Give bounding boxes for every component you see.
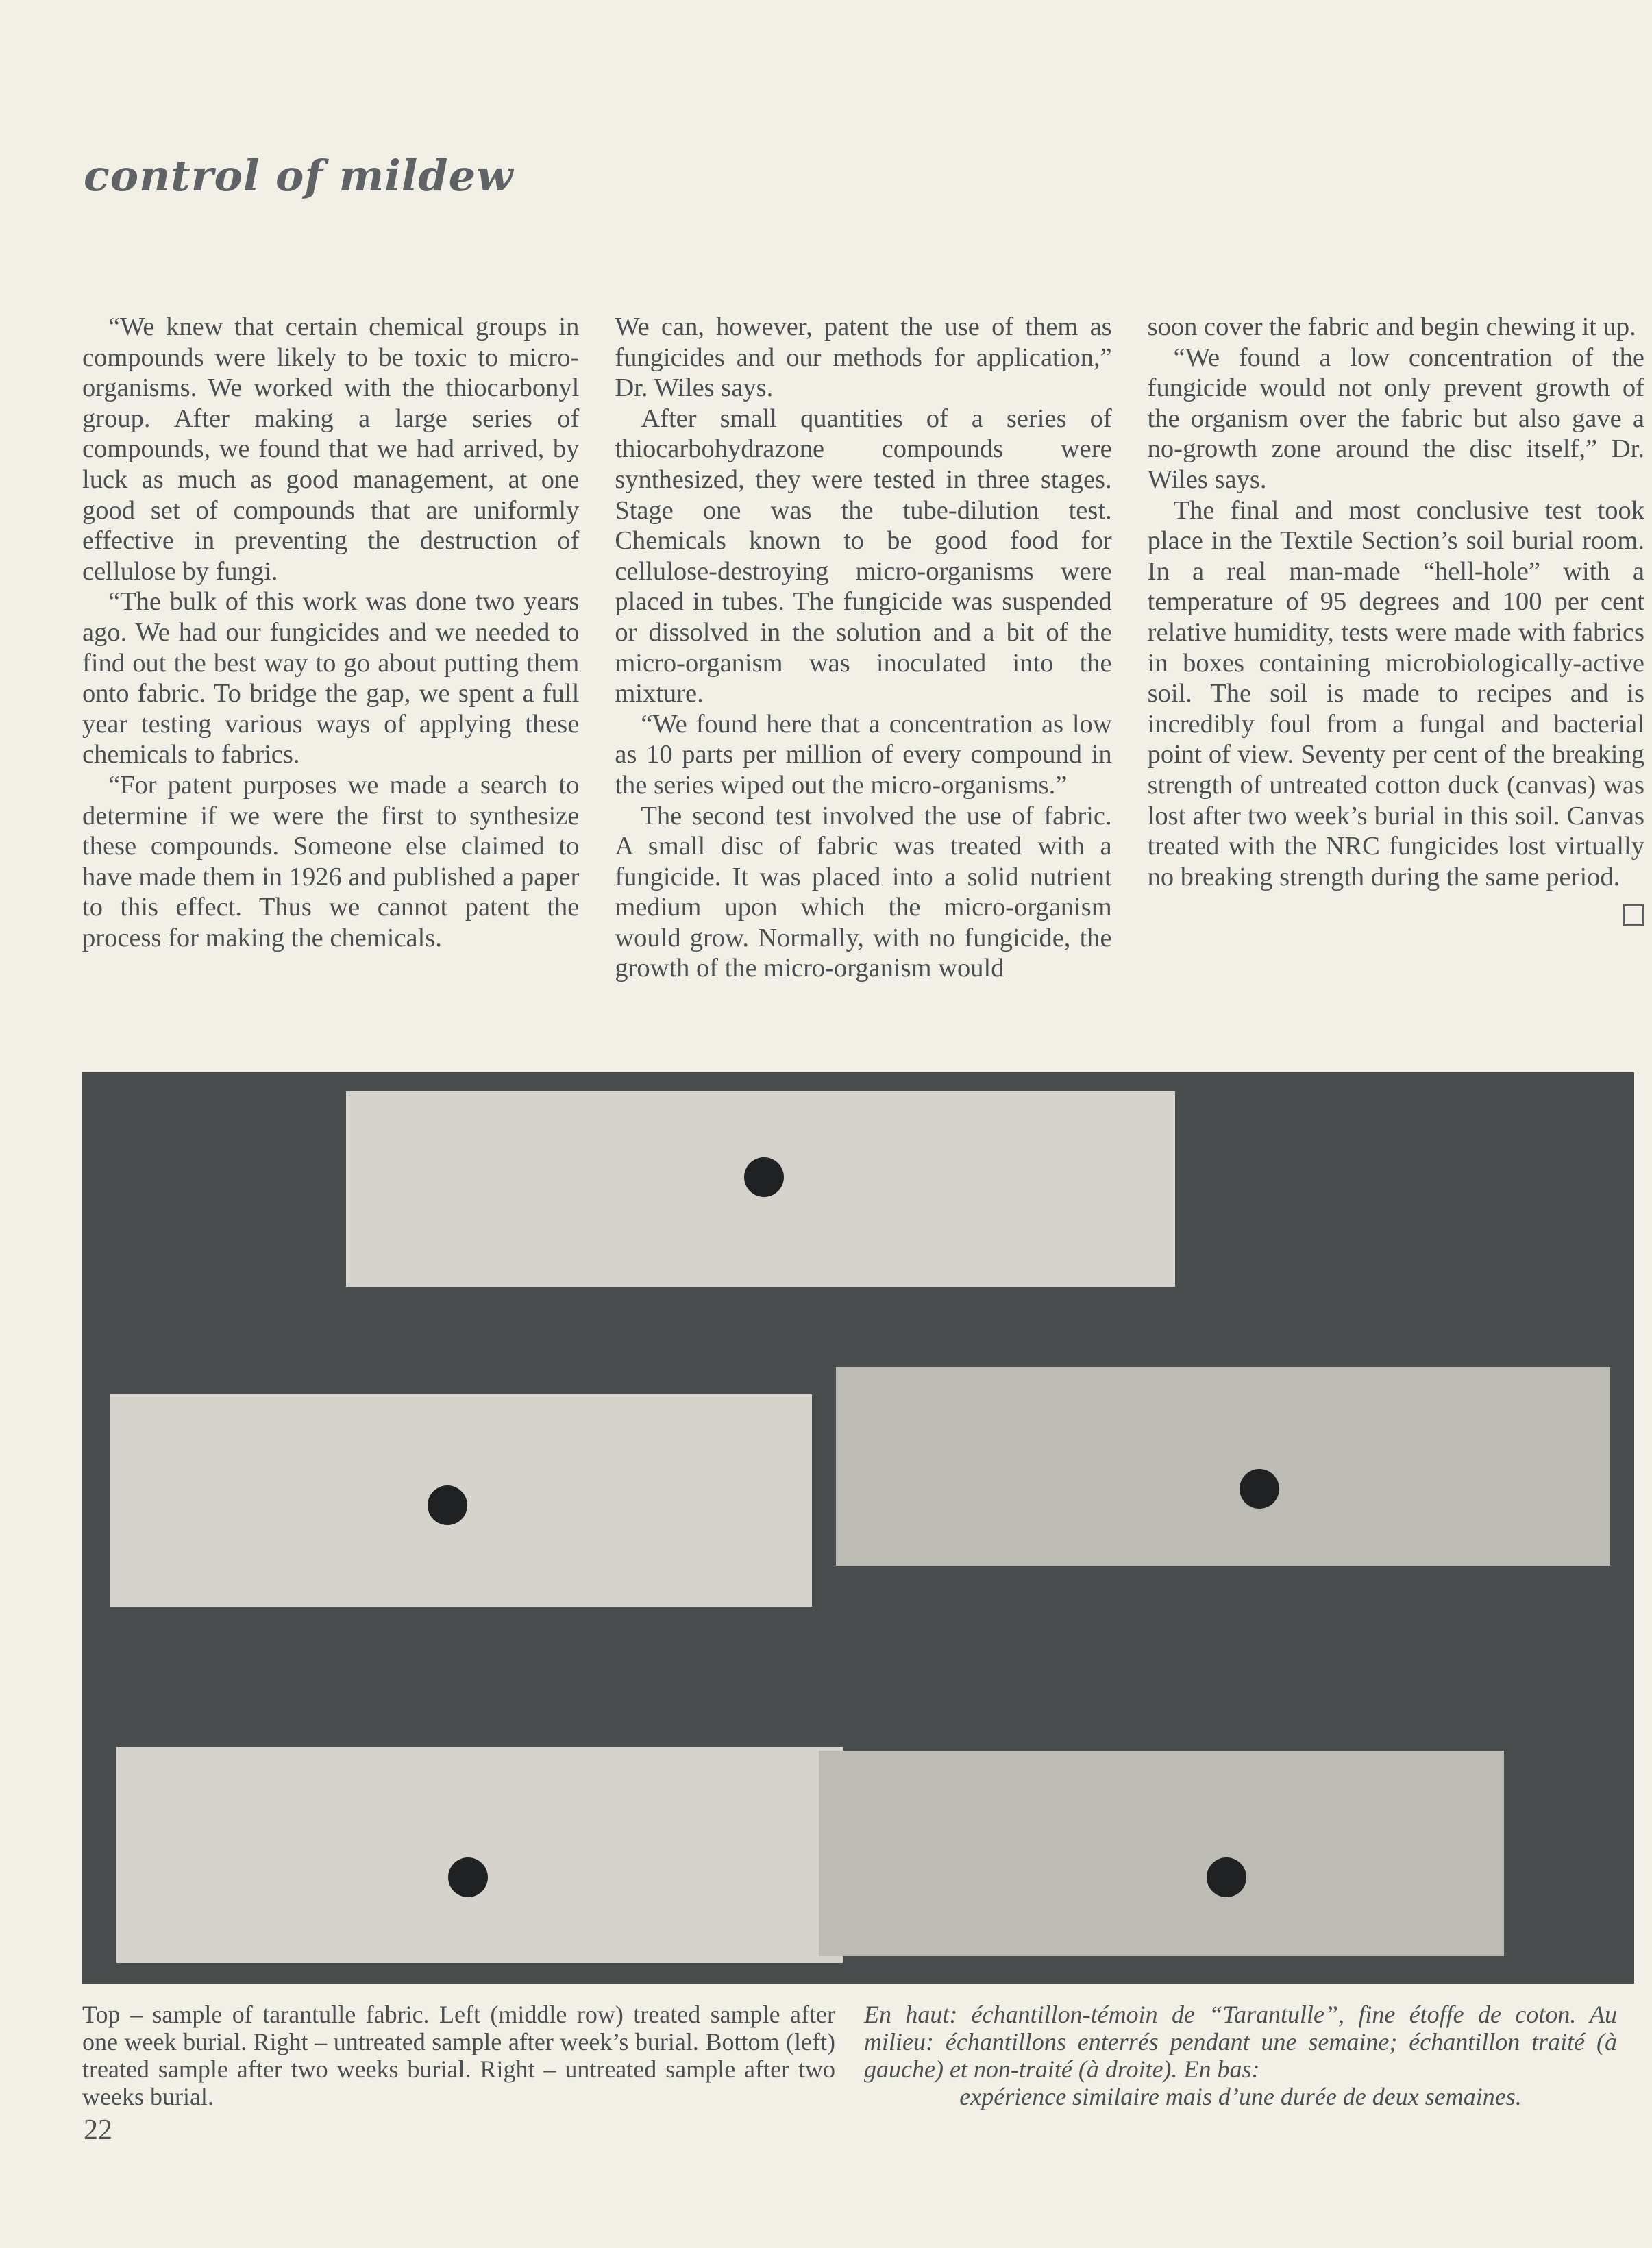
caption-french-last-line: expérience similaire mais d’une durée de deux semaines.	[959, 2083, 1522, 2110]
fabric-samples-photo	[82, 1072, 1634, 1984]
paragraph: We can, however, patent the use of them as fungicides and our methods for application,” Dr. Wiles says.	[615, 312, 1112, 403]
paragraph: “We found here that a concentration as low as 10 parts per million of every compound in the series wiped out the micro-organisms.”	[615, 709, 1112, 800]
sample-disc	[1207, 1857, 1246, 1897]
column-3	[1148, 312, 1644, 1059]
fabric-sample-week2-treated	[116, 1747, 843, 1963]
caption-french-main: En haut: échantillon-témoin de “Tarantulle”, fine étoffe de coton. Au milieu: échantillons enterrés pendant une semaine; échantillon traité (à gauche) et non-traité (à droite). En bas:	[864, 2001, 1617, 2083]
paragraph: soon cover the fabric and begin chewing it up.	[1147, 312, 1636, 341]
paragraph: “For patent purposes we made a search to determine if we were the first to synthesize these compounds. Someone else claimed to have made them in 1926 and published a paper to this effect. Thus we cannot patent the process for making the chemicals.	[82, 770, 580, 952]
sample-disc	[1240, 1469, 1279, 1509]
fabric-sample-week1-treated	[110, 1394, 812, 1607]
fabric-sample-week2-untreated	[819, 1751, 1504, 1956]
caption-english: Top – sample of tarantulle fabric. Left (middle row) treated sample after one week burial. Right – untreated sample after week’s burial. Bottom (left) treated sample after two weeks burial. Right – untreated sample after two weeks burial.	[82, 2001, 835, 2110]
paragraph: “We knew that certain chemical groups in compounds were likely to be toxic to micro-organisms. We worked with the thiocarbonyl group. After making a large series of compounds, we found that we had arrived, by luck as much as good management, at one good set of compounds that are uniformly effective in preventing the destruction of cellulose by fungi.	[82, 312, 580, 586]
paragraph: “We found a low concentration of the fungicide would not only prevent growth of the organism over the fabric but also gave a no-growth zone around the disc itself,” Dr. Wiles says.	[1147, 343, 1644, 494]
article-body	[82, 312, 1644, 1059]
caption-french	[864, 2001, 1617, 2110]
fabric-sample-week1-untreated	[836, 1367, 1610, 1566]
photo-captions	[82, 2001, 1617, 2110]
sample-disc	[744, 1157, 784, 1197]
paragraph: “The bulk of this work was done two years ago. We had our fungicides and we needed to find out the best way to go about putting them onto fabric. To bridge the gap, we spent a full year testing various ways of applying these chemicals to fabrics.	[82, 587, 580, 769]
fabric-sample-control	[346, 1091, 1175, 1287]
section-title: control of mildew	[84, 151, 514, 201]
page-number: 22	[84, 2114, 112, 2146]
paragraph: The second test involved the use of fabric. A small disc of fabric was treated with a fungicide. It was placed into a solid nutrient medium upon which the micro-organism would grow. Normally, with no fungicide, the growth of the micro-organism would	[615, 801, 1112, 983]
sample-disc	[448, 1857, 488, 1897]
paragraph: After small quantities of a series of thiocarbohydrazone compounds were synthesized, they were tested in three stages. Stage one was the tube-dilution test. Chemicals known to be good food for cellulose-destroying micro-organisms were placed in tubes. The fungicide was suspended or dissolved in the solution and a bit of the micro-organism was inoculated into the mixture.	[615, 404, 1112, 708]
paragraph: The final and most conclusive test took place in the Textile Section’s soil burial room. In a real man-made “hell-hole” with a temperature of 95 degrees and 100 per cent relative humidity, tests were made with fabrics in boxes containing microbiologically-active soil. The soil is made to recipes and is incredibly foul from a fungal and bacterial point of view. Seventy per cent of the breaking strength of untreated cotton duck (canvas) was lost after two week’s burial in this soil. Canvas treated with the NRC fungicides lost virtually no breaking strength during the same period.	[1147, 495, 1644, 891]
end-of-article-mark	[1623, 904, 1644, 926]
sample-disc	[428, 1485, 467, 1525]
column-2	[615, 312, 1111, 1059]
column-1	[82, 312, 579, 1059]
